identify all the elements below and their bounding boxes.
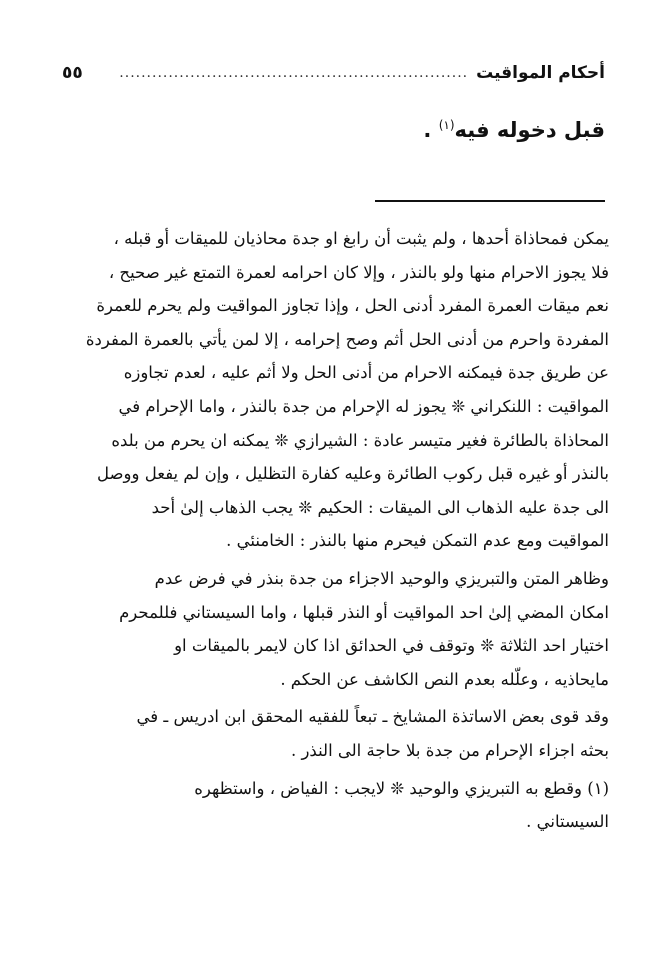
note-paragraph-3 bbox=[57, 700, 609, 767]
note-line: بالنذر أو غيره قبل ركوب الطائرة وعليه كفارة التظليل ، وإن لم يفعل ووصل bbox=[97, 464, 609, 484]
leader-dots: ................................................................ bbox=[119, 65, 469, 81]
note-line: المواقيت ومع عدم التمكن فيحرم منها بالنذر : الخامنئي . bbox=[226, 531, 609, 551]
note-line: بحثه اجزاء الإحرام من جدة بلا حاجة الى النذر . bbox=[290, 740, 609, 760]
chapter-title: أحكام المواقيت bbox=[476, 63, 605, 83]
page-number: ٥٥ bbox=[62, 63, 83, 83]
note-line: السيستاني . bbox=[526, 812, 609, 832]
main-text-end: . bbox=[423, 118, 439, 142]
note-line: امكان المضي إلىٰ احد المواقيت أو النذر قبلها ، واما السيستاني فللمحرم bbox=[119, 602, 609, 622]
note-line: اختيار احد الثلاثة ❊ وتوقف في الحدائق اذا كان لايمر بالميقات او bbox=[174, 636, 609, 656]
note-line: وظاهر المتن والتبريزي والوحيد الاجزاء من جدة بنذر في فرض عدم bbox=[154, 568, 609, 588]
note-line: (١) وقطع به التبريزي والوحيد ❊ لايجب : الفياض ، واستظهره bbox=[194, 778, 609, 798]
note-line: المواقيت : اللنكراني ❊ يجوز له الإحرام من جدة بالنذر ، واما الإحرام في bbox=[118, 396, 609, 416]
note-line: الى جدة عليه الذهاب الى الميقات : الحكيم ❊ يجب الذهاب إلىٰ أحد bbox=[151, 497, 609, 517]
main-text-body: قبل دخوله فيه bbox=[454, 118, 605, 142]
note-line: نعم ميقات العمرة المفرد أدنى الحل ، وإذا تجاوز المواقيت ولم يحرم للعمرة bbox=[96, 296, 609, 316]
note-paragraph-1 bbox=[57, 222, 609, 558]
running-header bbox=[62, 58, 605, 88]
note-line: فلا يجوز الاحرام منها ولو بالنذر ، وإلا كان احرامه لعمرة التمتع غير صحيح ، bbox=[108, 262, 609, 282]
note-line: يمكن فمحاذاة أحدها ، ولم يثبت أن رابغ او جدة محاذيان للميقات أو قبله ، bbox=[113, 229, 609, 248]
note-line: المفردة واحرم من أدنى الحل أثم وصح إحرامه ، إلا لمن يأتي بالعمرة المفردة bbox=[85, 329, 609, 349]
note-line: المحاذاة بالطائرة فغير متيسر عادة : الشيرازي ❊ يمكنه ان يحرم من بلده bbox=[111, 430, 609, 450]
note-line: وقد قوى بعض الاساتذة المشايخ ـ تبعاً للفقيه المحقق ابن ادريس ـ في bbox=[136, 707, 609, 727]
note-paragraph-2 bbox=[57, 562, 609, 696]
main-text bbox=[60, 118, 605, 142]
footnote-reference: (١) bbox=[438, 118, 455, 132]
note-line: عن طريق جدة فيمكنه الاحرام من أدنى الحل ولا أثم عليه ، لعدم تجاوزه bbox=[123, 363, 609, 383]
note-paragraph-4 bbox=[57, 772, 609, 839]
footnote-separator bbox=[375, 200, 605, 202]
note-line: مايحاذيه ، وعلّله بعدم النص الكاشف عن الحكم . bbox=[280, 669, 609, 689]
footnotes bbox=[57, 222, 609, 839]
